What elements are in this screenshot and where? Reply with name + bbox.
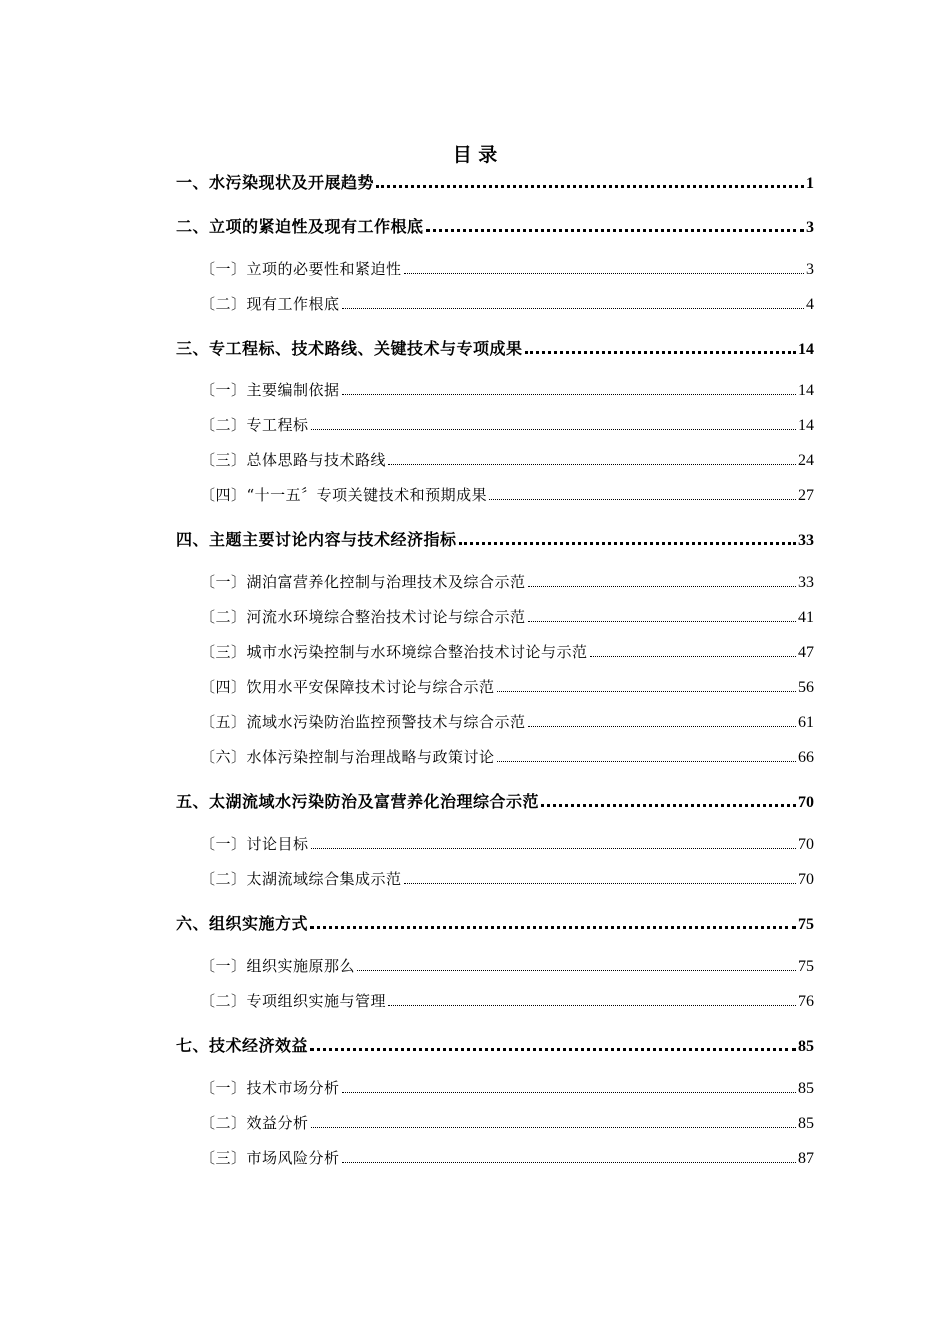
toc-page-number: 3 — [806, 261, 814, 278]
toc-dot-leader — [404, 257, 804, 279]
toc-page-number: 41 — [798, 609, 814, 626]
toc-entry-title: 〔二〕效益分析 — [200, 1114, 309, 1132]
toc-page-number: 87 — [798, 1150, 814, 1167]
toc-page-number: 24 — [798, 452, 814, 469]
toc-entry-title: 〔三〕总体思路与技术路线 — [200, 451, 387, 469]
toc-dot-leader — [489, 483, 796, 505]
toc-page-number: 66 — [798, 749, 814, 766]
toc-page-number: 75 — [798, 958, 814, 975]
toc-dot-leader — [388, 448, 796, 470]
toc-entry-title: 〔二〕河流水环境综合整治技术讨论与综合示范 — [200, 608, 526, 626]
toc-dot-leader — [404, 867, 796, 889]
toc-dot-leader — [459, 526, 796, 550]
toc-page-number: 27 — [798, 487, 814, 504]
toc-page-number: 47 — [798, 644, 814, 661]
toc-dot-leader — [310, 1032, 796, 1056]
toc-page-number: 4 — [806, 296, 814, 313]
toc-entry-title: 三、专工程标、技术路线、关键技术与专项成果 — [176, 339, 523, 358]
toc-section-entry[interactable] — [176, 1032, 814, 1056]
toc-title: 目 录 — [452, 144, 498, 166]
toc-page-number: 14 — [798, 341, 814, 358]
toc-page-number: 61 — [798, 714, 814, 731]
toc-entry-title: 〔五〕流域水污染防治监控预警技术与综合示范 — [200, 713, 526, 731]
toc-entry-title: 〔二〕现有工作根底 — [200, 295, 340, 313]
toc-dot-leader — [342, 1076, 796, 1098]
toc-entry-title: 〔二〕专工程标 — [200, 416, 309, 434]
toc-entry-title: 〔二〕太湖流域综合集成示范 — [200, 870, 402, 888]
toc-section-entry[interactable] — [176, 213, 814, 237]
toc-dot-leader — [528, 710, 796, 732]
toc-page-number: 33 — [798, 532, 814, 549]
toc-subsection-entry[interactable] — [200, 675, 814, 697]
toc-subsection-entry[interactable] — [200, 867, 814, 889]
toc-page-number: 14 — [798, 417, 814, 434]
toc-entry-title: 〔一〕主要编制依据 — [200, 381, 340, 399]
toc-subsection-entry[interactable] — [200, 378, 814, 400]
toc-dot-leader — [342, 1146, 796, 1168]
toc-entry-title: 〔二〕专项组织实施与管理 — [200, 992, 387, 1010]
toc-entry-title: 〔一〕技术市场分析 — [200, 1079, 340, 1097]
toc-subsection-entry[interactable] — [200, 954, 814, 976]
toc-subsection-entry[interactable] — [200, 640, 814, 662]
toc-subsection-entry[interactable] — [200, 989, 814, 1011]
toc-entry-title: 〔一〕湖泊富营养化控制与治理技术及综合示范 — [200, 573, 526, 591]
toc-dot-leader — [528, 605, 796, 627]
toc-subsection-entry[interactable] — [200, 1076, 814, 1098]
toc-entry-title: 四、主题主要讨论内容与技术经济指标 — [176, 530, 457, 549]
toc-entry-title: 五、太湖流域水污染防治及富营养化治理综合示范 — [176, 792, 540, 811]
toc-entry-title: 二、立项的紧迫性及现有工作根底 — [176, 217, 424, 236]
toc-subsection-entry[interactable] — [200, 257, 814, 279]
toc-page-number: 85 — [798, 1038, 814, 1055]
toc-section-entry[interactable] — [176, 526, 814, 550]
toc-section-entry[interactable] — [176, 169, 814, 193]
toc-subsection-entry[interactable] — [200, 570, 814, 592]
toc-subsection-entry[interactable] — [200, 710, 814, 732]
toc-entry-title: 〔四〕“十一五〞专项关键技术和预期成果 — [200, 486, 488, 504]
toc-entry-title: 〔一〕立项的必要性和紧迫性 — [200, 260, 402, 278]
toc-page-number: 75 — [798, 916, 814, 933]
toc-entry-title: 〔六〕水体污染控制与治理战略与政策讨论 — [200, 748, 495, 766]
toc-entry-title: 〔一〕讨论目标 — [200, 835, 309, 853]
toc-dot-leader — [525, 335, 796, 359]
toc-entry-title: 〔三〕市场风险分析 — [200, 1149, 340, 1167]
toc-dot-leader — [590, 640, 796, 662]
toc-page-number: 33 — [798, 574, 814, 591]
toc-entry-title: 六、组织实施方式 — [176, 914, 309, 933]
toc-page-number: 1 — [806, 175, 814, 192]
toc-page-number: 56 — [798, 679, 814, 696]
toc-dot-leader — [357, 954, 796, 976]
toc-dot-leader — [342, 292, 804, 314]
toc-page-number: 85 — [798, 1115, 814, 1132]
toc-subsection-entry[interactable] — [200, 1146, 814, 1168]
toc-subsection-entry[interactable] — [200, 413, 814, 435]
toc-section-entry[interactable] — [176, 910, 814, 934]
toc-dot-leader — [342, 378, 796, 400]
toc-subsection-entry[interactable] — [200, 832, 814, 854]
toc-entry-title: 七、技术经济效益 — [176, 1036, 309, 1055]
toc-dot-leader — [426, 213, 804, 237]
toc-dot-leader — [311, 413, 796, 435]
toc-dot-leader — [310, 910, 796, 934]
toc-subsection-entry[interactable] — [200, 448, 814, 470]
toc-entry-title: 一、水污染现状及开展趋势 — [176, 173, 375, 192]
toc-dot-leader — [388, 989, 796, 1011]
toc-dot-leader — [311, 1111, 796, 1133]
toc-entry-title: 〔一〕组织实施原那么 — [200, 957, 356, 975]
toc-page-number: 85 — [798, 1080, 814, 1097]
toc-subsection-entry[interactable] — [200, 483, 814, 505]
toc-entry-title: 〔四〕饮用水平安保障技术讨论与综合示范 — [200, 678, 495, 696]
toc-dot-leader — [528, 570, 796, 592]
toc-dot-leader — [541, 788, 796, 812]
toc-dot-leader — [497, 675, 796, 697]
toc-page-number: 3 — [806, 219, 814, 236]
toc-subsection-entry[interactable] — [200, 605, 814, 627]
toc-page-number: 70 — [798, 871, 814, 888]
toc-dot-leader — [376, 169, 804, 193]
toc-dot-leader — [497, 745, 796, 767]
toc-entry-title: 〔三〕城市水污染控制与水环境综合整治技术讨论与示范 — [200, 643, 588, 661]
toc-page-number: 14 — [798, 382, 814, 399]
toc-subsection-entry[interactable] — [200, 1111, 814, 1133]
toc-page-number: 76 — [798, 993, 814, 1010]
toc-subsection-entry[interactable] — [200, 292, 814, 314]
toc-page-number: 70 — [798, 794, 814, 811]
toc-dot-leader — [311, 832, 796, 854]
toc-subsection-entry[interactable] — [200, 745, 814, 767]
toc-section-entry[interactable] — [176, 788, 814, 812]
toc-page-number: 70 — [798, 836, 814, 853]
toc-section-entry[interactable] — [176, 335, 814, 359]
